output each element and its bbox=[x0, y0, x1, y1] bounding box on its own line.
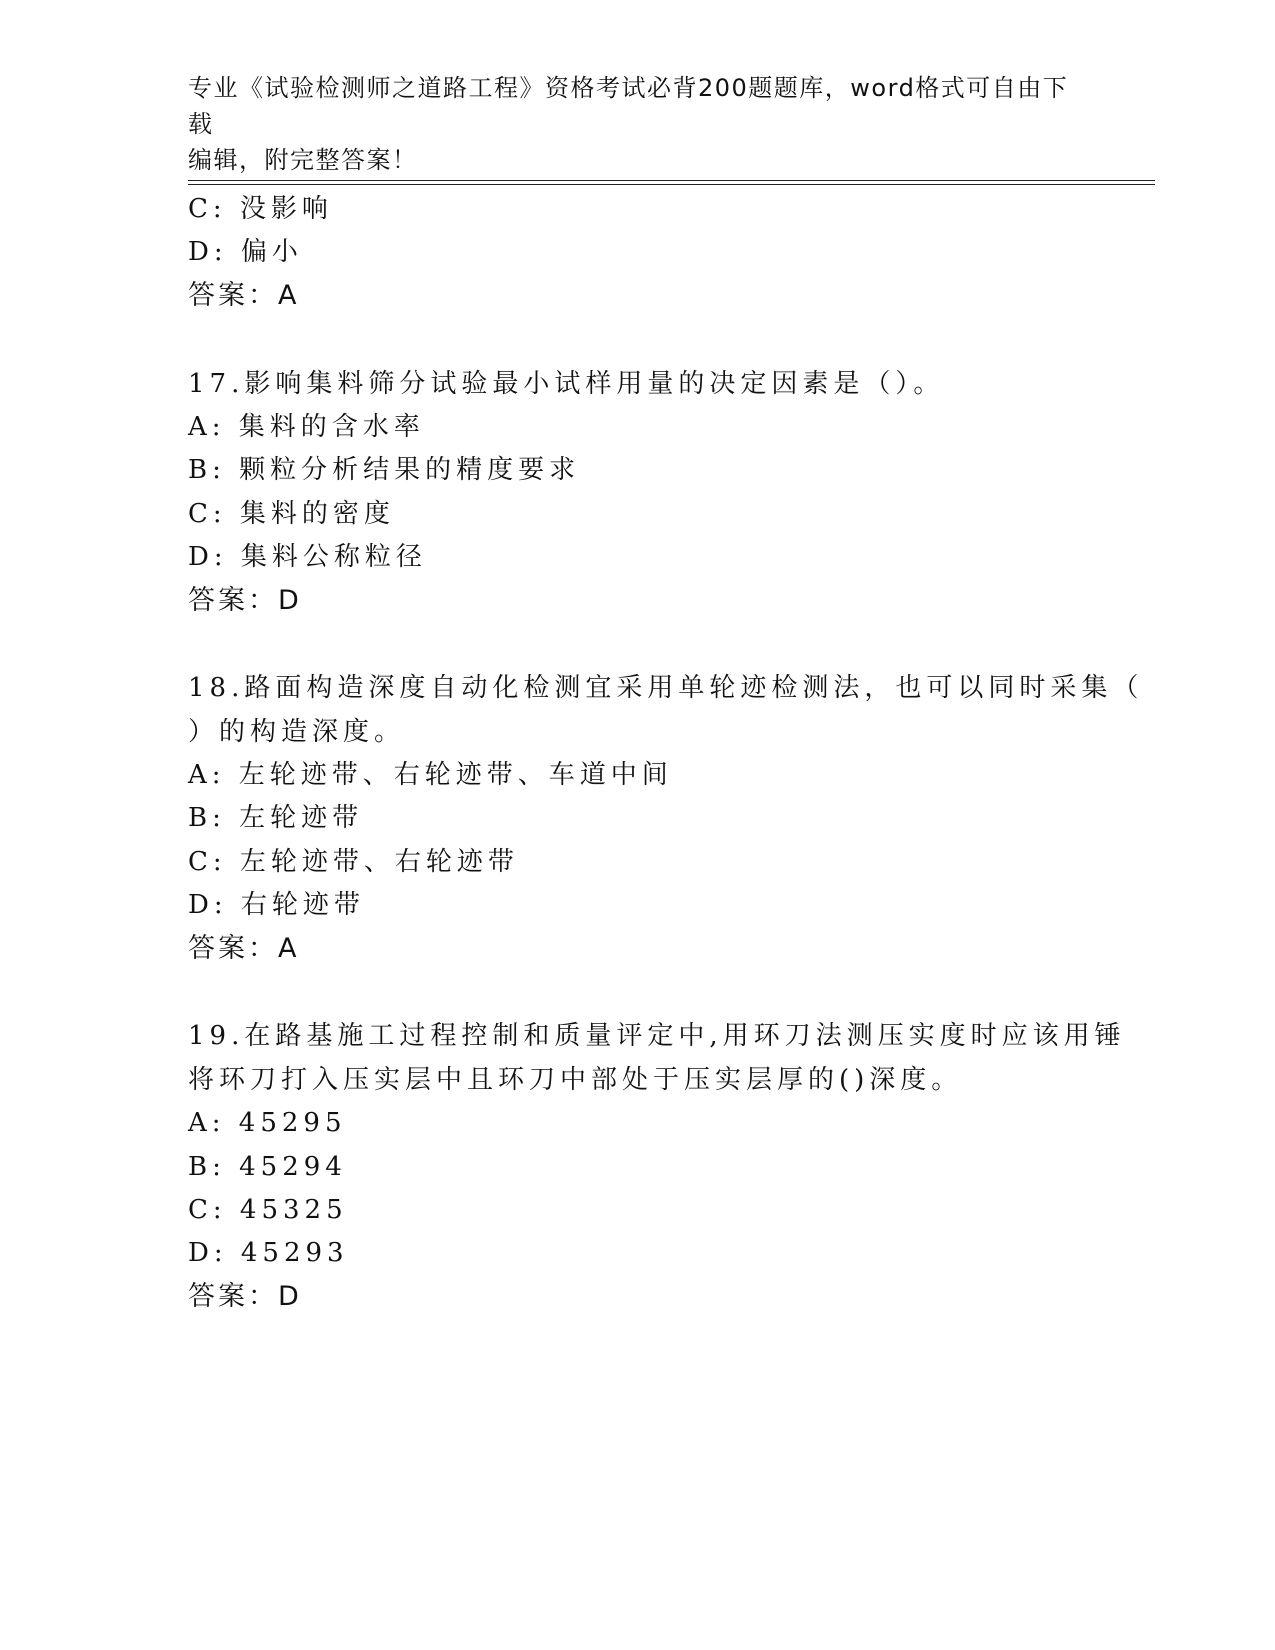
option-b: B: 左轮迹带 bbox=[188, 803, 364, 833]
question-stem: 18.路面构造深度自动化检测宜采用单轮迹检测法，也可以同时采集（ bbox=[188, 673, 1144, 703]
header-line-2: 编辑，附完整答案！ bbox=[188, 146, 418, 174]
header-rule-top bbox=[188, 180, 1155, 181]
answer-line: 答案：D bbox=[188, 1281, 302, 1312]
option-d: D: 45293 bbox=[188, 1238, 349, 1268]
option-c: C: 没影响 bbox=[188, 194, 333, 224]
option-a: A: 集料的含水率 bbox=[188, 412, 425, 442]
option-d: D: 集料公称粒径 bbox=[188, 542, 427, 572]
answer-line: 答案：D bbox=[188, 585, 302, 616]
option-d: D: 偏小 bbox=[188, 237, 303, 267]
option-a: A: 45295 bbox=[188, 1108, 347, 1138]
document-header bbox=[188, 70, 1088, 178]
answer-line: 答案：A bbox=[188, 933, 300, 964]
option-c: C: 45325 bbox=[188, 1195, 348, 1225]
answer-line: 答案：A bbox=[188, 280, 300, 311]
question-stem: 19.在路基施工过程控制和质量评定中,用环刀法测压实度时应该用锤 bbox=[188, 1021, 1126, 1051]
question-stem-continued: ）的构造深度。 bbox=[188, 717, 406, 747]
option-c: C: 集料的密度 bbox=[188, 499, 395, 529]
question-stem-continued: 将环刀打入压实层中且环刀中部处于压实层厚的()深度。 bbox=[188, 1065, 963, 1095]
option-a: A: 左轮迹带、右轮迹带、车道中间 bbox=[188, 760, 673, 790]
option-b: B: 45294 bbox=[188, 1152, 347, 1182]
header-line-1: 专业《试验检测师之道路工程》资格考试必背200题题库，word格式可自由下载 bbox=[188, 74, 1069, 138]
option-b: B: 颗粒分析结果的精度要求 bbox=[188, 455, 581, 485]
option-c: C: 左轮迹带、右轮迹带 bbox=[188, 847, 519, 877]
option-d: D: 右轮迹带 bbox=[188, 890, 365, 920]
question-stem: 17.影响集料筛分试验最小试样用量的决定因素是（）。 bbox=[188, 369, 945, 399]
header-rule-bottom bbox=[188, 184, 1155, 185]
